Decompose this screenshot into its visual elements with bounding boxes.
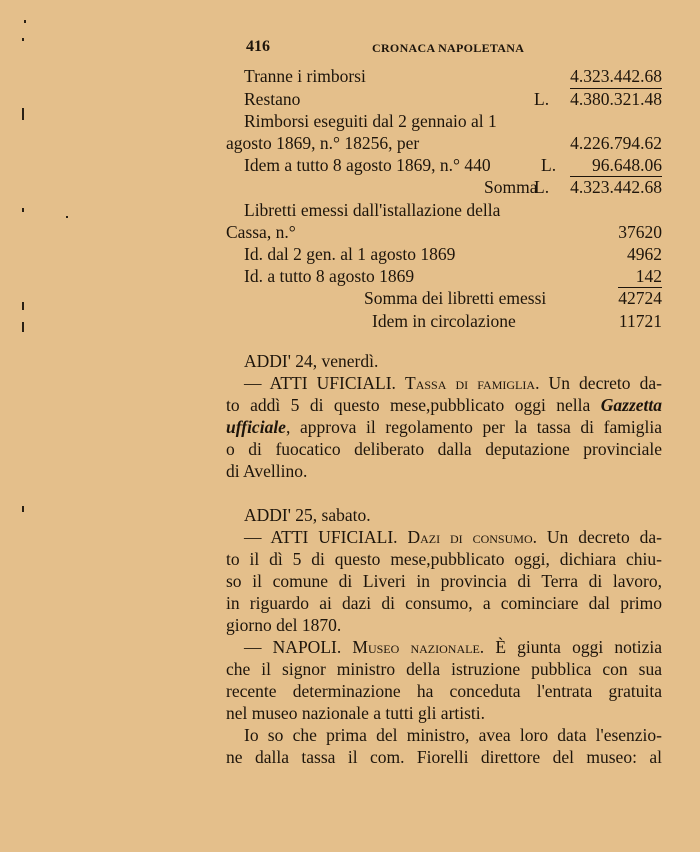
text-span: . Un decreto da- [535,373,663,393]
account-row [226,221,662,243]
date-heading [244,504,662,526]
scan-speck [22,38,24,41]
account-amount: 4.323.442.68 [570,66,662,86]
text-span: . È giunta oggi notizia [479,637,662,657]
text-span: , approva il regolamento per la tassa di famiglia [285,417,662,437]
account-label: Id. dal 2 gen. al 1 agosto 1869 [244,244,456,264]
text-line [226,592,662,614]
text-line [244,724,662,746]
section-title: Tassa di famiglia [405,373,536,393]
account-label: Restano [244,89,301,109]
account-row [226,132,662,154]
text-line [226,570,662,592]
text-span: nel museo nazionale a tutti gli artisti. [226,703,486,723]
scan-speck [22,506,24,512]
text-span: . Un decreto da- [532,527,662,547]
text-span: recente determinazione ha conceduta l'entrata gratuita [226,681,662,701]
text-line [226,746,662,768]
account-label: Somma [484,177,538,197]
account-amount: 96.648.06 [592,155,662,175]
text-span: ADDI' 24, venerdì. [244,351,379,371]
account-label: Rimborsi eseguiti dal 2 gennaio al 1 [244,111,497,131]
text-line [226,658,662,680]
text-span: giorno del 1870. [226,615,342,635]
account-row [226,88,662,110]
scan-speck [24,20,26,23]
text-line [226,416,662,438]
account-label: Idem in circolazione [372,311,516,331]
text-line [226,438,662,460]
account-amount: 142 [635,266,662,286]
account-amount: 4.380.321.48 [570,89,662,109]
running-title: CRONACA NAPOLETANA [372,41,525,55]
currency-symbol: L. [534,177,550,197]
scan-speck [22,302,24,310]
account-amount: 11721 [618,311,662,331]
italic-text: ufficiale [226,417,286,437]
text-span: o di fuocatico deliberato dalla deputazione provinciale [226,439,662,459]
text-line [226,614,662,636]
text-span: ne dalla tassa il com. Fiorelli direttore del museo: al [226,747,662,767]
account-label: Somma dei libretti emessi [364,288,547,308]
text-line [244,636,662,658]
text-line [244,372,662,394]
text-line [244,526,662,548]
italic-text: Gazzetta [600,395,662,415]
text-line [226,702,662,724]
account-label: Idem a tutto 8 agosto 1869, n.° 440 [244,155,491,175]
account-amount: 4962 [627,244,662,264]
account-row [226,65,662,87]
account-amount: 37620 [618,222,662,242]
account-row [226,243,662,265]
account-label: Tranne i rimborsi [244,66,366,86]
currency-symbol: L. [534,89,550,109]
text-span: — NAPOLI. [244,637,353,657]
currency-symbol: L. [541,155,557,175]
account-label: Id. a tutto 8 agosto 1869 [244,266,415,286]
scan-speck [22,322,24,332]
account-label: Libretti emessi dall'istallazione della [244,200,501,220]
account-row [226,110,662,132]
text-span: — ATTI UFICIALI. [244,373,406,393]
account-amount: 4.226.794.62 [570,133,662,153]
section-title: Museo nazionale [352,637,480,657]
date-heading [244,350,662,372]
text-line [226,460,662,482]
scan-speck [66,216,68,218]
text-span: Io so che prima del ministro, avea loro data l'esenzio- [244,725,662,745]
scan-speck [22,108,24,120]
text-span: in riguardo ai dazi di consumo, a cominciare dal primo [226,593,662,613]
account-row [226,265,662,287]
account-row [226,287,662,309]
account-amount: 42724 [618,288,662,308]
account-label: Cassa, n.° [226,222,296,242]
text-span: di Avellino. [226,461,308,481]
text-span: — ATTI UFICIALI. [244,527,408,547]
section-title: Dazi di consumo [407,527,533,547]
text-span: so il comune di Liveri in provincia di Terra di lavoro, [226,571,662,591]
text-span: to il dì 5 di questo mese,pubblicato oggi, dichiara chiu- [226,549,662,569]
account-row [226,310,662,332]
text-line [226,394,662,416]
text-line [226,680,662,702]
account-amount: 4.323.442.68 [570,177,662,197]
account-row [226,199,662,221]
text-span: che il signor ministro della istruzione pubblica con sua [226,659,662,679]
text-span: to addì 5 di questo mese,pubblicato oggi nella [226,395,601,415]
account-row [226,154,662,176]
scan-speck [22,208,24,212]
account-label: agosto 1869, n.° 18256, per [226,133,420,153]
text-line [226,548,662,570]
text-span: ADDI' 25, sabato. [244,505,371,525]
page-number: 416 [246,38,270,55]
account-row [226,176,662,198]
